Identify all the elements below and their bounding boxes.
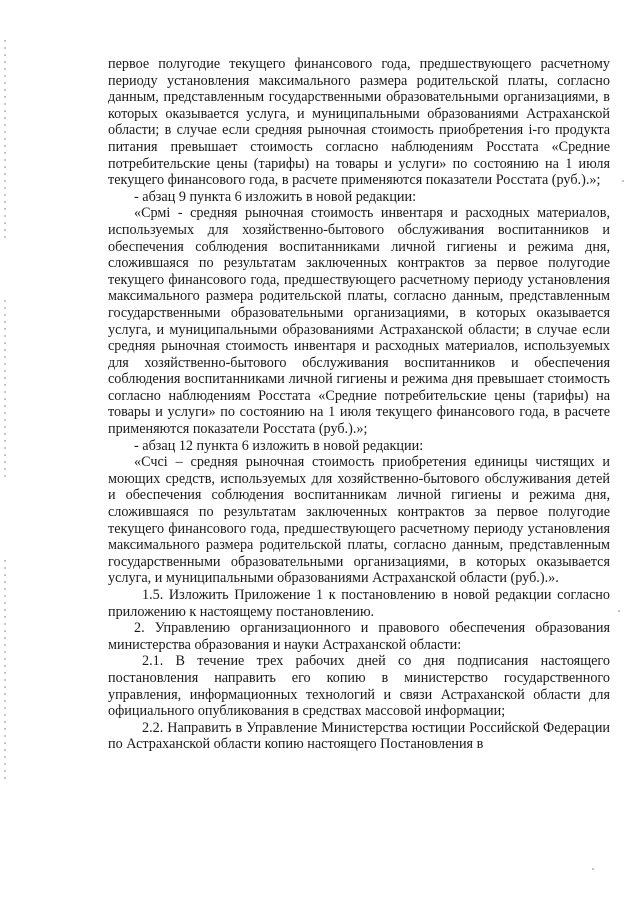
paragraph-1-5: 1.5. Изложить Приложение 1 к постановлению в новой редакции согласно приложению к настоящему постановлению. <box>108 587 610 620</box>
scan-speck <box>622 180 624 182</box>
paragraph-amendment-12: - абзац 12 пункта 6 изложить в новой редакции: <box>134 437 424 454</box>
scan-speck <box>618 610 620 612</box>
paragraph-srmi-definition: «Срмі - средняя рыночная стоимость инвентаря и расходных материалов, используемых для хозяйственно-бытового обслуживания воспитанников и обеспечения соблюдения воспитанниками личной гигиены и режима дня, сложившаяся по результатам заключенных контрактов за первое полугодие текущего финансового года, предшествующего расчетному периоду установления максимального размера родительской платы, согласно данным, представленным государственными образовательными организациями, в которых оказывается услуга, и муниципальными образованиями Астраханской области; в случае если средняя рыночная стоимость инвентаря и расходных материалов, используемых для хозяйственно-бытового обслуживания воспитанников и обеспечения соблюдения воспитанниками личной гигиены и режима дня превышает стоимость согласно наблюдениям Росстата «Средние потребительские цены (тарифы) на товары и услуги» по состоянию на 1 июля текущего финансового года, в расчете применяются показатели Росстата (руб.).»; <box>108 205 610 438</box>
paragraph-2: 2. Управлению организационного и правового обеспечения образования министерства образования и науки Астраханской области: <box>108 620 610 653</box>
paragraph-amendment-9: - абзац 9 пункта 6 изложить в новой редакции: <box>134 188 417 205</box>
paragraph-continuation: первое полугодие текущего финансового года, предшествующего расчетному периоду установления максимального размера родительской платы, согласно данным, представленным государственными образовательными организациями, в которых оказывается услуга, и муниципальными образованиями Астраханской области; в случае если средняя рыночная стоимость приобретения i-го продукта питания превышает стоимость согласно наблюдениям Росстата «Средние потребительские цены (тарифы) на товары и услуги» по состоянию на 1 июля текущего финансового года, в расчете применяются показатели Росстата (руб.).»; <box>108 56 610 189</box>
scan-edge-mark <box>4 560 6 780</box>
scan-edge-mark <box>4 300 6 480</box>
paragraph-schsi-definition: «Счсі – средняя рыночная стоимость приобретения единицы чистящих и моющих средств, используемых для хозяйственно-бытового обслуживания детей и обеспечения соблюдения воспитанникам личной гигиены и режима дня, сложившаяся по результатам заключенных контрактов за первое полугодие текущего финансового года, предшествующего расчетному периоду установления максимального размера родительской платы, согласно данным, представленным государственными образовательными организациями, в которых оказывается услуга, и муниципальными образованиями Астраханской области (руб.).». <box>108 454 610 587</box>
scan-edge-mark <box>4 40 6 240</box>
paragraph-2-1: 2.1. В течение трех рабочих дней со дня подписания настоящего постановления направить его копию в министерство государственного управления, информационных технологий и связи Астраханской области для официального опубликования в средствах массовой информации; <box>108 653 610 720</box>
document-body <box>108 56 610 753</box>
scan-speck <box>592 868 594 870</box>
paragraph-2-2: 2.2. Направить в Управление Министерства юстиции Российской Федерации по Астраханской области копию настоящего Постановления в <box>108 719 610 753</box>
